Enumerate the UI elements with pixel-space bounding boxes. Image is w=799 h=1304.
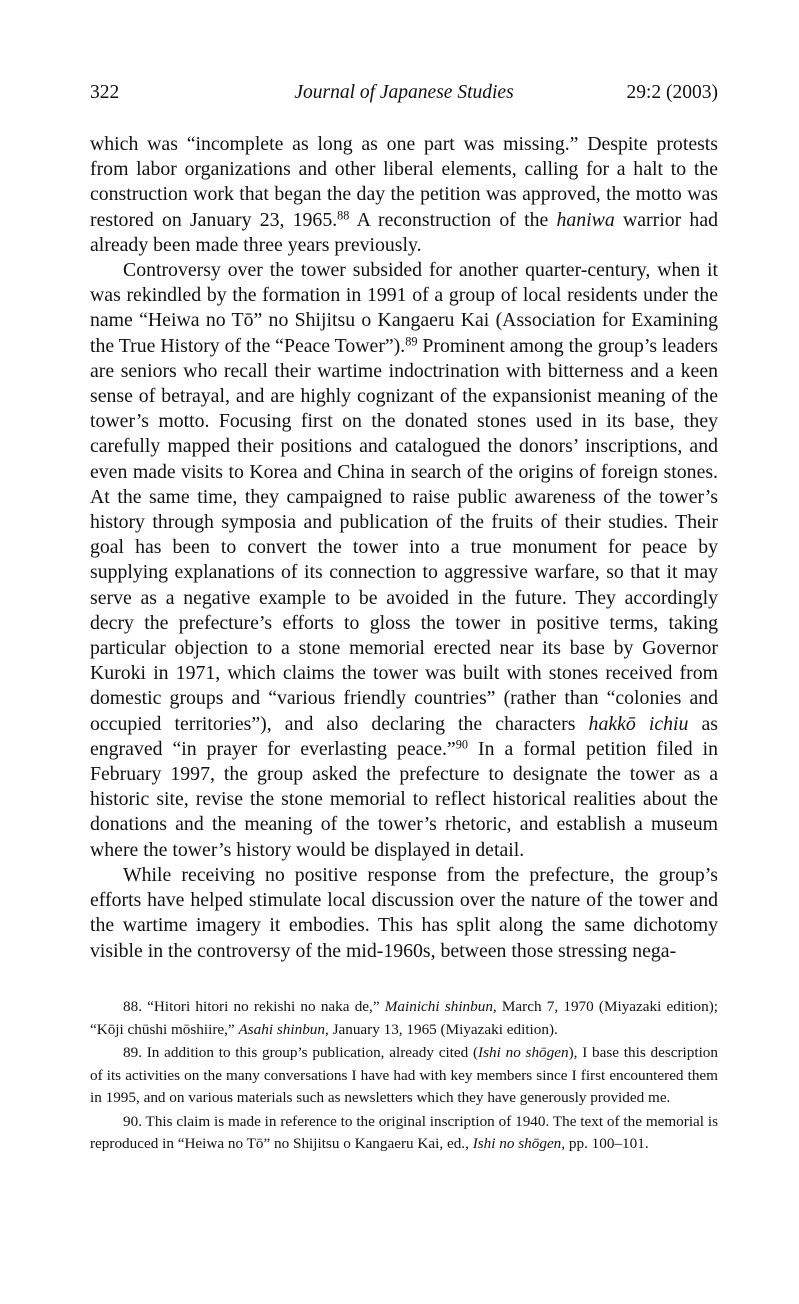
- text-run: January 13, 1965 (Miyazaki edition).: [328, 1020, 558, 1038]
- volume-issue: 29:2 (2003): [626, 82, 718, 103]
- footnotes: [90, 996, 718, 1156]
- italic-text: Ishi no shōgen: [478, 1044, 569, 1061]
- paragraph: [90, 863, 718, 964]
- text-run: 88. “Hitori hitori no rekishi no naka de,”: [123, 998, 385, 1015]
- text-run: March 7, 1970 (Miyazaki edition); “Kōji chūshi mōshiire,”: [90, 998, 718, 1038]
- italic-text: haniwa: [556, 208, 615, 231]
- text-run: 90. This claim is made in reference to the original inscription of 1940. The text of the memorial is reproduced in “Heiwa no Tō” no Shijitsu o Kangaeru Kai, ed.,: [90, 1112, 718, 1152]
- footnote-ref: 90: [455, 737, 468, 752]
- italic-text: hakkō ichiu: [588, 712, 689, 735]
- text-run: A reconstruction of the: [349, 208, 557, 231]
- text-run: In a formal petition filed in February 1997, the group asked the prefecture to designate the tower as a historic site, revise the stone memorial to reflect historical realities about the donations and the meaning of the tower’s rhetoric, and establish a museum where the tower’s history would be displayed in detail.: [90, 737, 718, 861]
- text-run: ), I base this description of its activities on the many conversations I have had with key members since I first encountered them in 1995, and on various materials such as newsletters which they have generously provided me.: [90, 1044, 718, 1106]
- text-run: warrior had already been made three years previously.: [90, 208, 718, 256]
- text-run: Prominent among the group’s leaders are seniors who recall their wartime indoctrination with bitterness and a keen sense of betrayal, and are highly cognizant of the expansionist meaning of the tower’s motto. Focusing first on the donated stones used in its base, they carefully mapped their positions and catalogued the donors’ inscriptions, and even made visits to Korea and China in search of the origins of foreign stones. At the same time, they campaigned to raise public awareness of the tower’s history through symposia and publication of the fruits of their studies. Their goal has been to convert the tower into a true monument for peace by supplying explanations of its connection to aggressive warfare, so that it may serve as a negative example to be avoided in the future. They accordingly decry the prefecture’s efforts to gloss the tower in positive terms, taking particular objection to a stone memorial erected near its base by Governor Kuroki in 1971, which claims the tower was built with stones received from domestic groups and “various friendly countries” (rather than “colonies and occupied territories”), and also declaring the characters: [90, 334, 718, 735]
- footnote-89: [90, 1042, 718, 1110]
- text-run: Controversy over the tower subsided for another quarter-century, when it was rekindled by the formation in 1991 of a group of local residents under the name “Heiwa no Tō” no Shijitsu o Kangaeru Kai (Association for Examining the True History of the “Peace Tower”).: [90, 259, 718, 357]
- italic-text: Mainichi shinbun,: [384, 998, 497, 1015]
- paragraph: [90, 258, 718, 863]
- text-run: as engraved “in prayer for everlasting peace.”: [90, 712, 718, 760]
- text-run: While receiving no positive response from the prefecture, the group’s efforts have helped stimulate local discussion over the nature of the tower and the wartime imagery it embodies. This has split along the same dichotomy visible in the controversy of the mid-1960s, between those stressing nega-: [90, 863, 718, 962]
- footnote-ref: 89: [405, 333, 418, 348]
- footnote-90: [90, 1111, 718, 1156]
- text-run: pp. 100–101.: [565, 1135, 649, 1152]
- paragraph: [90, 132, 718, 258]
- running-head: [90, 82, 718, 112]
- page-number: 322: [90, 82, 120, 103]
- journal-page: [90, 82, 718, 1152]
- italic-text: Asahi shinbun,: [238, 1020, 329, 1038]
- text-run: 89. In addition to this group’s publication, already cited (: [123, 1044, 479, 1061]
- text-run: which was “incomplete as long as one part was missing.” Despite protests from labor organizations and other liberal elements, calling for a halt to the construction work that began the day the petition was approved, the motto was restored on January 23, 1965.: [90, 133, 718, 231]
- italic-text: Ishi no shōgen,: [472, 1135, 566, 1152]
- journal-title: Journal of Japanese Studies: [294, 82, 514, 103]
- footnote-ref: 88: [337, 207, 350, 222]
- body-text: [90, 132, 718, 964]
- footnote-88: [90, 996, 718, 1041]
